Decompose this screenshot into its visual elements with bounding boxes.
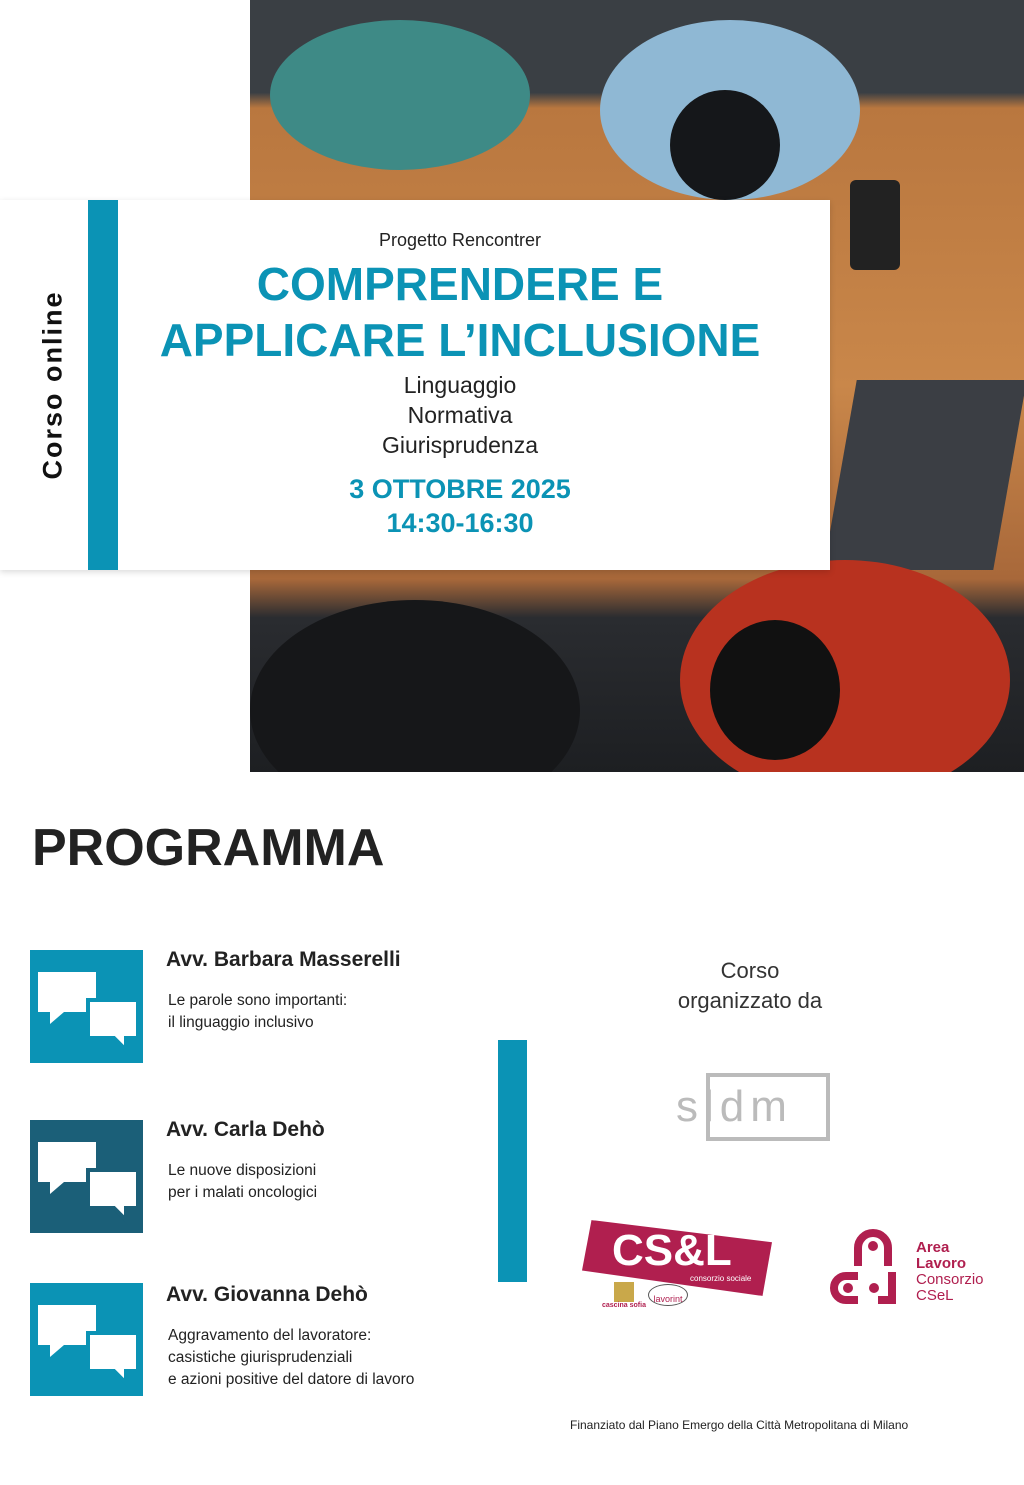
speaker-name: Avv. Barbara Masserelli [166,948,401,971]
topics [118,370,802,460]
area-lavoro-mark-icon [828,1228,912,1312]
talk-description: Aggravamento del lavoratore: casistiche giurisprudenziali e azioni positive del datore di lavoro [168,1327,415,1388]
chat-bubbles-icon [30,950,143,1063]
talk-description: Le parole sono importanti: il linguaggio inclusivo [168,992,348,1031]
project-name: Progetto Rencontrer [378,230,542,250]
talk-description: Le nuove disposizioni per i malati oncologici [168,1162,318,1201]
topic: Normativa [407,402,513,428]
funding-note: Finanziato dal Piano Emergo della Città Metropolitana di Milano [570,1418,909,1432]
event-date: 3 OTTOBRE 2025 [349,474,571,504]
sldm-logo: sldm [676,1070,836,1146]
program-heading: PROGRAMMA [32,819,385,877]
title-line-1: COMPRENDERE E [256,258,664,310]
event-time: 14:30-16:30 [386,508,534,538]
course-type-label: Corso online [37,290,68,480]
divider-bar [498,1040,527,1282]
title-line-2: APPLICARE L’INCLUSIONE [159,314,761,366]
chat-bubbles-icon [30,1120,143,1233]
area-lavoro-logo: Area Lavoro Consorzio CSeL [828,1228,1008,1312]
accent-bar [88,200,118,570]
speaker-name: Avv. Giovanna Dehò [166,1283,368,1306]
topic: Giurisprudenza [382,432,538,458]
chat-bubbles-icon [30,1283,143,1396]
speaker-name: Avv. Carla Dehò [166,1118,325,1141]
topic: Linguaggio [403,372,517,398]
csl-logo: CS&L consorzio sociale cascina sofia lavorint [578,1222,778,1312]
organizers-label: Corso organizzato da [677,958,823,1013]
